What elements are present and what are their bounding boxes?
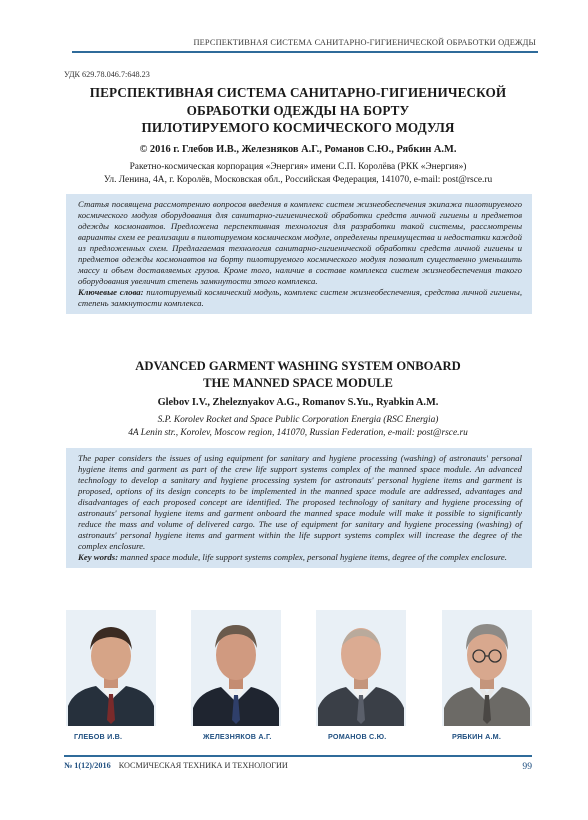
udk-code: УДК 629.78.046.7:648.23 bbox=[64, 70, 150, 79]
author-name-caption: ЖЕЛЕЗНЯКОВ А.Г. bbox=[203, 732, 272, 741]
ru-title-line: ПЕРСПЕКТИВНАЯ СИСТЕМА САНИТАРНО-ГИГИЕНИЧЕСКОЙ bbox=[89, 85, 507, 100]
en-abstract-box bbox=[66, 448, 532, 568]
en-keywords-label: Key words: bbox=[78, 552, 119, 562]
ru-keywords-label: Ключевые слова: bbox=[78, 287, 144, 297]
ru-affiliation-line: Ракетно-космическая корпорация «Энергия» имени С.П. Королёва (РКК «Энергия») bbox=[129, 162, 467, 172]
en-article-title bbox=[64, 358, 532, 392]
ru-abstract-box bbox=[66, 194, 532, 314]
portrait-photo bbox=[66, 610, 156, 726]
en-affiliation bbox=[64, 414, 532, 439]
ru-title-line: ОБРАБОТКИ ОДЕЖДЫ НА БОРТУ bbox=[186, 102, 410, 118]
en-title-line: ADVANCED GARMENT WASHING SYSTEM ONBOARD bbox=[135, 359, 461, 373]
running-header bbox=[72, 38, 538, 53]
author-photos bbox=[66, 610, 532, 752]
header-rule bbox=[72, 51, 538, 53]
portrait-photo bbox=[316, 610, 406, 726]
en-title-line: THE MANNED SPACE MODULE bbox=[203, 376, 393, 390]
en-authors: Glebov I.V., Zheleznyakov A.G., Romanov S.Yu., Ryabkin A.M. bbox=[157, 397, 439, 408]
author-name-caption: ГЛЕБОВ И.В. bbox=[74, 732, 123, 741]
page-footer bbox=[64, 755, 532, 772]
ru-keywords: пилотируемый космический модуль, комплекс систем жизнеобеспечения, средства личной гигиены, степень замкнутости комплекса. bbox=[78, 287, 523, 308]
portrait-photo bbox=[191, 610, 281, 726]
ru-affiliation-line: Ул. Ленина, 4А, г. Королёв, Московская обл., Российская Федерация, 141070, e-mail: post@rsce.ru bbox=[103, 174, 493, 185]
ru-authors: © 2016 г. Глебов И.В., Железняков А.Г., Романов С.Ю., Рябкин А.М. bbox=[139, 144, 457, 155]
ru-title-line: ПИЛОТИРУЕМОГО КОСМИЧЕСКОГО МОДУЛЯ bbox=[141, 120, 455, 136]
author-name-caption: РОМАНОВ С.Ю. bbox=[328, 732, 387, 741]
en-affiliation-line: 4A Lenin str., Korolev, Moscow region, 141070, Russian Federation, e-mail: post@rsce.ru bbox=[128, 427, 468, 438]
ru-abstract-text: Статья посвящена рассмотрению вопросов введения в комплекс систем жизнеобеспечения экипажа пилотируемого космического модуля оборудования для санитарно-гигиенической обработки средств личной гигиены и предметов одежды космонавтов. Предложена перспективная технология для разработки такой системы, рассмотрены варианты схем ее реализации в пилотируемом космическом модуле, определены преимущества и недостатки каждой из предложенных схем. Предлагаемая технология санитарно-гигиенической обработки средств личной гигиены и предметов одежды космонавтов на борту пилотируемого космического модуля позволит существенно уменьшить массу и объем доставляемых грузов. Кроме того, наличие в составе комплекса систем жизнеобеспечения такого оборудования увеличит степень замкнутости этого комплекса. bbox=[78, 199, 522, 286]
en-affiliation-line: S.P. Korolev Rocket and Space Public Corporation Energia (RSC Energia) bbox=[157, 415, 439, 425]
footer-rule bbox=[64, 755, 532, 757]
author-name-caption: РЯБКИН А.М. bbox=[452, 732, 502, 741]
journal-name: КОСМИЧЕСКАЯ ТЕХНИКА И ТЕХНОЛОГИИ bbox=[118, 761, 288, 770]
ru-affiliation bbox=[64, 161, 532, 186]
portrait-photo bbox=[442, 610, 532, 726]
journal-section-title: ПЕРСПЕКТИВНАЯ СИСТЕМА САНИТАРНО-ГИГИЕНИЧЕСКОЙ ОБРАБОТКИ ОДЕЖДЫ bbox=[193, 38, 536, 47]
page-number: 99 bbox=[522, 761, 532, 772]
ru-article-title bbox=[64, 84, 532, 137]
en-abstract-text: The paper considers the issues of using equipment for sanitary and hygiene processing (washing) of astronauts' personal hygiene items and garment as part of the crew life support systems complex of the manned space module. An advanced technology to develop a sanitary and hygiene processing system for astronauts' personal hygiene items and garment is proposed, options of its design concepts to be implemented in the manned space module are addressed, advantages and disadvantages of each proposed concept are identified. The proposed technology of sanitary and hygiene processing of astronauts' personal hygiene items and garment onboard the manned space module will make it possible to significantly reduce the mass and volume of delivered cargo. The use of equipment for sanitary and hygiene processing (washing) of astronauts' personal hygiene items and garment within the life support systems complex will increase the degree of the complex enclosure. bbox=[78, 453, 522, 551]
issue-number: № 1(12)/2016 bbox=[64, 761, 111, 770]
en-keywords: manned space module, life support systems complex, personal hygiene items, degree of the complex enclosure. bbox=[120, 552, 507, 562]
